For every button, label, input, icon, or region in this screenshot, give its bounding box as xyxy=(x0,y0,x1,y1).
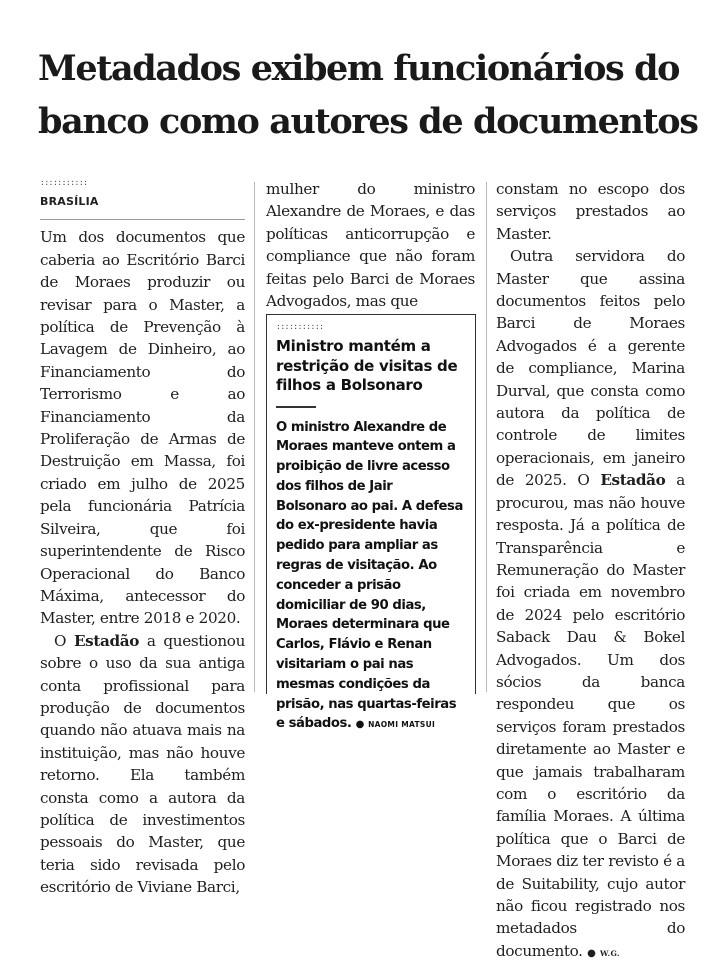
ornament-dots: ::::::::::: xyxy=(40,178,88,187)
column-3 xyxy=(496,178,685,965)
sidebar-divider xyxy=(276,406,316,408)
paragraph-text: constam no escopo dos serviços prestados ao Master. xyxy=(496,180,685,243)
headline-line-1: Metadados exibem funcionários do xyxy=(38,48,680,89)
sidebar-body-text: O ministro Alexandre de Moraes manteve ontem a proibição de livre acesso dos filhos de Jair Bolsonaro ao pai. A defesa do ex-presidente havia pedido para ampliar as regras de visitação. Ao conceder a prisão domiciliar de 90 dias, Moraes determinara que Carlos, Flávio e Renan visitariam o pai nas mesmas condições da prisão, nas quartas-feiras e sábados. xyxy=(276,419,463,732)
section-label: BRASÍLIA xyxy=(40,191,245,220)
author-credit: W.G. xyxy=(600,948,620,958)
headline xyxy=(38,42,698,148)
headline-line-2: banco como autores de documentos xyxy=(38,101,698,142)
paragraph xyxy=(40,630,245,899)
sidebar-body xyxy=(276,418,466,736)
column-divider xyxy=(486,182,487,692)
column-divider xyxy=(254,182,255,692)
paragraph-text: a questionou sobre o uso da sua antiga conta profissional para produção de documentos quando não atuava mais na instituição, mas não houve retorno. Ela também consta como a autora da política de investimentos pessoais do Master, que teria sido revisada pelo escritório de Viviane Barci, xyxy=(40,631,246,897)
column-1 xyxy=(40,179,245,899)
paragraph xyxy=(40,226,245,629)
sidebar-title: Ministro mantém a restrição de visitas de filhos a Bolsonaro xyxy=(276,337,458,394)
sidebar-credit: NAOMI MATSUI xyxy=(368,720,436,730)
column-2 xyxy=(266,178,475,312)
ornament-dots: ::::::::::: xyxy=(276,322,324,331)
paragraph xyxy=(496,245,685,965)
paragraph-text: Um dos documentos que caberia ao Escritório Barci de Moraes produzir ou revisar para o Master, a política de Prevenção à Lavagem de Dinheiro, ao Financiamento do Terrorismo e ao Financiamento da Proliferação de Armas de Destruição em Massa, foi criado em julho de 2025 pela funcionária Patrícia Silveira, que foi superintendente de Risco Operacional do Banco Máxima, antecessor do Master, entre 2018 e 2020. xyxy=(40,228,245,628)
paragraph-text: O xyxy=(54,631,67,650)
paragraph-text: mulher do ministro Alexandre de Moraes, e das políticas anticorrupção e compliance que não foram feitas pelo Barci de Moraes Advogados, mas que xyxy=(266,180,475,311)
brand-name: Estadão xyxy=(73,631,140,650)
paragraph xyxy=(266,178,475,312)
paragraph-text: Outra servidora do Master que assina documentos feitos pelo Barci de Moraes Advogados é a gerente de compliance, Marina Durval, que consta como autora da política de controle de limites operacionais, em janeiro de 2025. O xyxy=(496,247,685,490)
bullet-icon: ● xyxy=(587,947,596,959)
paragraph xyxy=(496,178,685,245)
brand-name: Estadão xyxy=(600,471,666,490)
paragraph-text: a procurou, mas não houve resposta. Já a política de Transparência e Remuneração do Master foi criada em novembro de 2024 pelo escritório Saback Dau & Bokel Advogados. Um dos sócios da banca respondeu que os serviços foram prestados diretamente ao Master e que jamais trabalharam com o escritório da família Moraes. A última política que o Barci de Moraes diz ter revisto é a de Suitability, cujo autor não ficou registrado nos metadados do documento. xyxy=(496,471,685,960)
bullet-icon: ● xyxy=(355,719,364,731)
sidebar-box xyxy=(266,314,476,732)
